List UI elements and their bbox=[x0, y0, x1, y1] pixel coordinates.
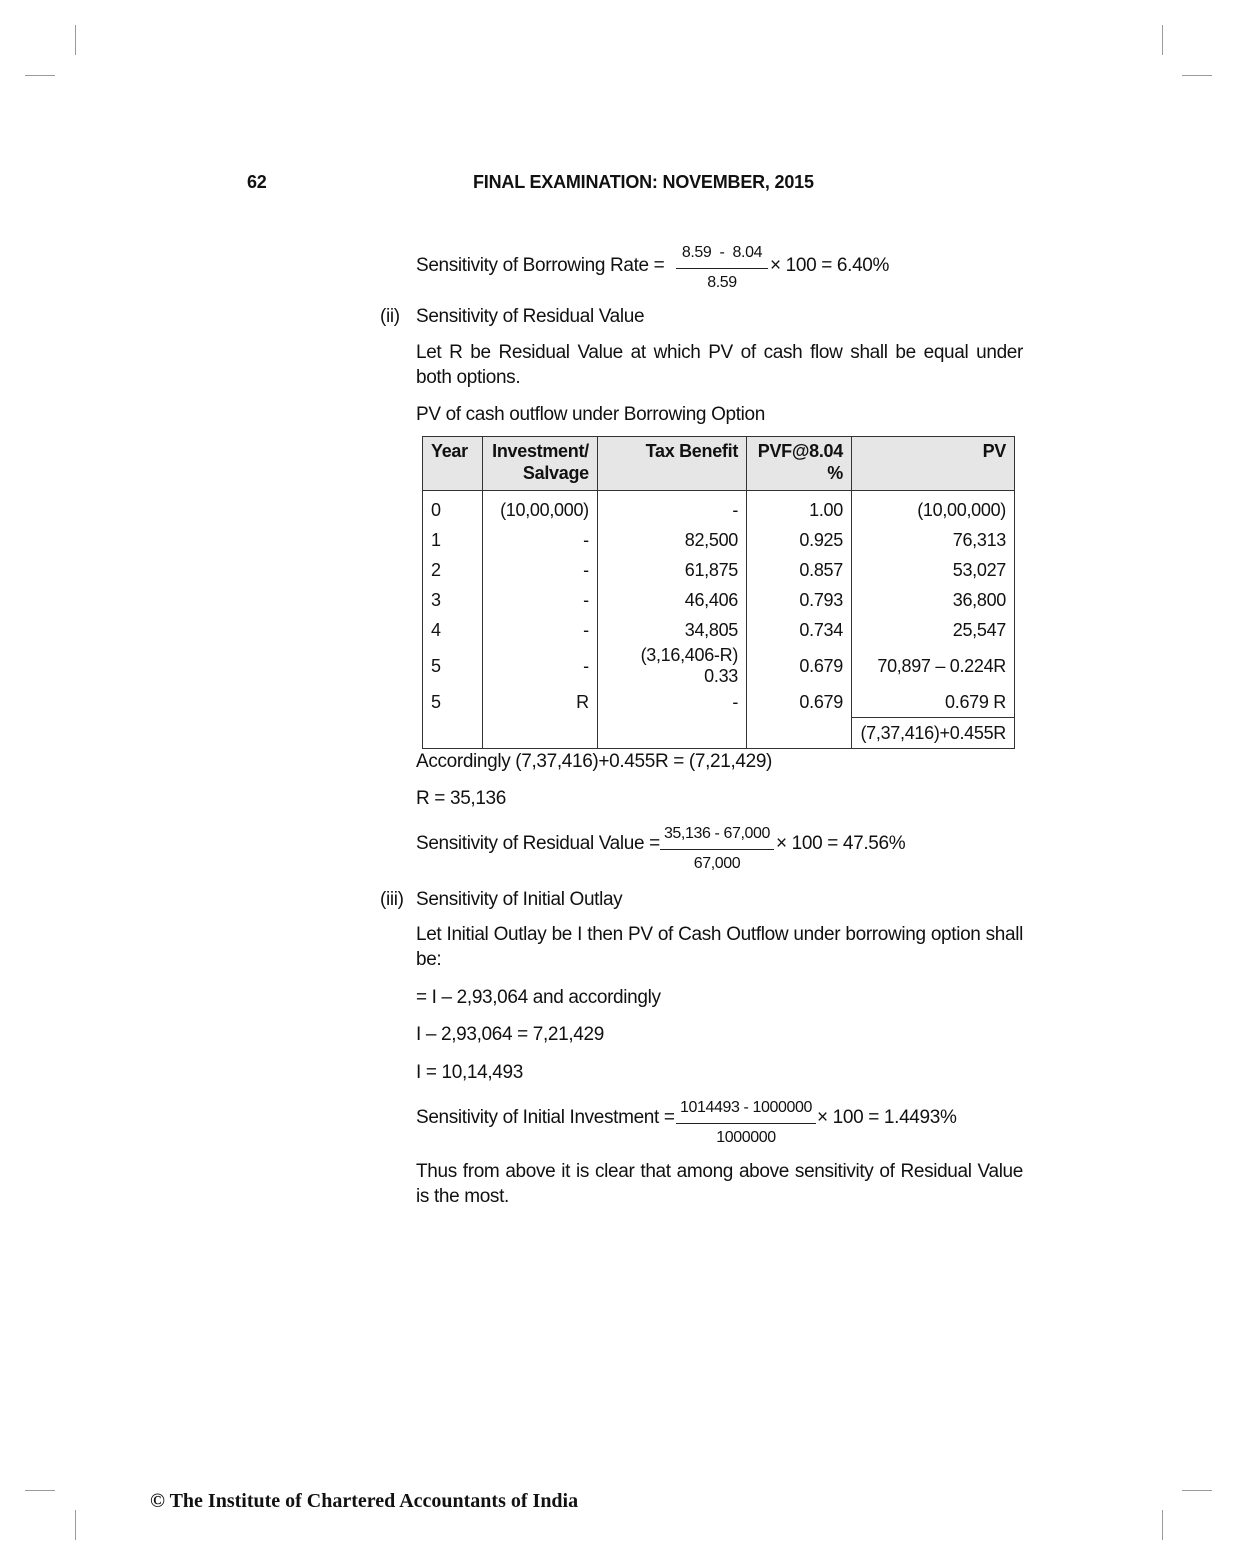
cell-investment-salvage: R bbox=[482, 687, 597, 718]
cell-tax-benefit: - bbox=[597, 687, 746, 718]
fraction-bar bbox=[676, 1123, 816, 1124]
column-header-pvf: PVF@8.04 % bbox=[747, 437, 852, 491]
cell-year: 3 bbox=[423, 585, 483, 615]
residual-value-denominator: 67,000 bbox=[693, 855, 741, 872]
table-row bbox=[423, 555, 1015, 585]
cell-year: 0 bbox=[423, 491, 483, 526]
crop-mark-top-left-vertical bbox=[75, 25, 76, 55]
cell-pvf: 0.857 bbox=[747, 555, 852, 585]
table-row bbox=[423, 687, 1015, 718]
crop-mark-bottom-left-vertical bbox=[75, 1510, 76, 1540]
cell-tax-benefit: 34,805 bbox=[597, 615, 746, 645]
table-row bbox=[423, 645, 1015, 687]
cell-pv: 36,800 bbox=[851, 585, 1014, 615]
cell-pv: (10,00,000) bbox=[851, 491, 1014, 526]
residual-value-sensitivity-label: Sensitivity of Residual Value = bbox=[416, 833, 660, 854]
cell-investment-salvage: - bbox=[482, 615, 597, 645]
borrowing-rate-label: Sensitivity of Borrowing Rate = bbox=[416, 255, 665, 276]
initial-investment-denominator: 1000000 bbox=[716, 1129, 776, 1146]
cell-pvf: 0.679 bbox=[747, 687, 852, 718]
cell-pv: 0.679 R bbox=[851, 687, 1014, 718]
table-row bbox=[423, 491, 1015, 526]
table-total-row bbox=[423, 718, 1015, 749]
initial-investment-numerator: 1014493 - 1000000 bbox=[680, 1099, 812, 1116]
cell-pvf: 0.925 bbox=[747, 525, 852, 555]
table-header-row bbox=[423, 437, 1015, 491]
crop-mark-top-right-vertical bbox=[1162, 25, 1163, 55]
initial-outlay-line-3: I = 10,14,493 bbox=[416, 1062, 523, 1083]
column-header-tax-benefit: Tax Benefit bbox=[597, 437, 746, 491]
cell-pv: 25,547 bbox=[851, 615, 1014, 645]
cell-investment-salvage: - bbox=[482, 555, 597, 585]
cell-year: 5 bbox=[423, 687, 483, 718]
cell-tax-benefit: - bbox=[597, 491, 746, 526]
cell-empty bbox=[747, 718, 852, 749]
accordingly-equation: Accordingly (7,37,416)+0.455R = (7,21,429) bbox=[416, 751, 773, 772]
initial-investment-sensitivity-result: × 100 = 1.4493% bbox=[817, 1107, 957, 1128]
cell-year: 2 bbox=[423, 555, 483, 585]
cell-pvf: 0.734 bbox=[747, 615, 852, 645]
cell-tax-benefit: 82,500 bbox=[597, 525, 746, 555]
conclusion-paragraph: Thus from above it is clear that among above sensitivity of Residual Value is the most. bbox=[416, 1161, 1023, 1207]
section-iii-title: Sensitivity of Initial Outlay bbox=[416, 889, 623, 910]
borrowing-rate-result: × 100 = 6.40% bbox=[770, 255, 890, 276]
residual-value-fraction bbox=[660, 825, 774, 873]
cell-pv: 53,027 bbox=[851, 555, 1014, 585]
residual-value-numerator: 35,136 - 67,000 bbox=[663, 825, 771, 842]
cell-year: 4 bbox=[423, 615, 483, 645]
fraction-bar bbox=[676, 268, 768, 269]
copyright-footer: © The Institute of Chartered Accountants of India bbox=[150, 1490, 579, 1512]
cell-tax-benefit: (3,16,406-R) 0.33 bbox=[597, 645, 746, 687]
page-header-title: FINAL EXAMINATION: NOVEMBER, 2015 bbox=[473, 172, 814, 192]
borrowing-rate-denominator: 8.59 bbox=[707, 274, 737, 291]
crop-mark-top-left-horizontal bbox=[25, 75, 55, 76]
crop-mark-bottom-right-vertical bbox=[1162, 1510, 1163, 1540]
initial-outlay-line-2: I – 2,93,064 = 7,21,429 bbox=[416, 1024, 604, 1045]
table-caption: PV of cash outflow under Borrowing Option bbox=[416, 404, 765, 425]
cell-tax-benefit: 61,875 bbox=[597, 555, 746, 585]
initial-outlay-line-1: = I – 2,93,064 and accordingly bbox=[416, 987, 661, 1008]
crop-mark-bottom-left-horizontal bbox=[25, 1490, 55, 1491]
cell-investment-salvage: - bbox=[482, 585, 597, 615]
cell-empty bbox=[597, 718, 746, 749]
residual-value-sensitivity-result: × 100 = 47.56% bbox=[776, 833, 906, 854]
section-iii-intro: Let Initial Outlay be I then PV of Cash Outflow under borrowing option shall be: bbox=[416, 924, 1023, 970]
crop-mark-bottom-right-horizontal bbox=[1182, 1490, 1212, 1491]
section-ii-marker: (ii) bbox=[380, 306, 400, 327]
table-row bbox=[423, 525, 1015, 555]
cell-year: 5 bbox=[423, 645, 483, 687]
pv-cash-outflow-table bbox=[422, 436, 1015, 749]
initial-investment-fraction bbox=[676, 1099, 816, 1147]
cell-pvf: 1.00 bbox=[747, 491, 852, 526]
cell-investment-salvage: - bbox=[482, 645, 597, 687]
cell-investment-salvage: (10,00,000) bbox=[482, 491, 597, 526]
borrowing-rate-fraction bbox=[676, 244, 768, 292]
fraction-bar bbox=[660, 849, 774, 850]
cell-pv: 70,897 – 0.224R bbox=[851, 645, 1014, 687]
section-ii-intro: Let R be Residual Value at which PV of cash flow shall be equal under both options. bbox=[416, 342, 1023, 388]
r-value: R = 35,136 bbox=[416, 788, 506, 809]
table-row bbox=[423, 585, 1015, 615]
cell-year: 1 bbox=[423, 525, 483, 555]
cell-empty bbox=[423, 718, 483, 749]
cell-pvf: 0.793 bbox=[747, 585, 852, 615]
initial-investment-sensitivity-label: Sensitivity of Initial Investment = bbox=[416, 1107, 675, 1128]
section-ii-title: Sensitivity of Residual Value bbox=[416, 306, 645, 327]
cell-pvf: 0.679 bbox=[747, 645, 852, 687]
column-header-investment-salvage: Investment/ Salvage bbox=[482, 437, 597, 491]
cell-tax-benefit: 46,406 bbox=[597, 585, 746, 615]
cell-investment-salvage: - bbox=[482, 525, 597, 555]
column-header-pv: PV bbox=[851, 437, 1014, 491]
page-number: 62 bbox=[247, 172, 267, 192]
cell-empty bbox=[482, 718, 597, 749]
section-iii-marker: (iii) bbox=[380, 889, 404, 910]
column-header-year: Year bbox=[423, 437, 483, 491]
table-row bbox=[423, 615, 1015, 645]
cell-pv-total: (7,37,416)+0.455R bbox=[851, 718, 1014, 749]
crop-mark-top-right-horizontal bbox=[1182, 75, 1212, 76]
borrowing-rate-numerator: 8.59 - 8.04 bbox=[681, 244, 763, 261]
cell-pv: 76,313 bbox=[851, 525, 1014, 555]
